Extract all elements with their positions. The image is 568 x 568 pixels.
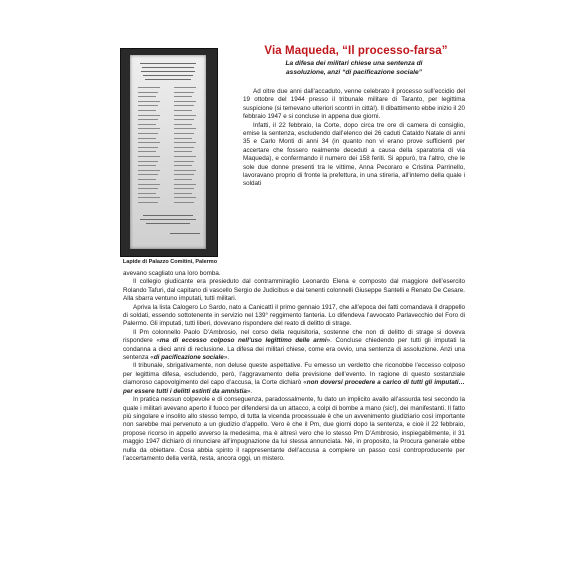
plaque-engraving bbox=[138, 124, 156, 125]
plaque-engraving bbox=[138, 105, 158, 106]
plaque-engraving bbox=[138, 170, 160, 171]
quote: di pacificazione sociale bbox=[153, 354, 224, 362]
article-subtitle bbox=[248, 60, 460, 77]
plaque-engraving bbox=[138, 179, 156, 180]
paragraph bbox=[123, 329, 465, 363]
full-width-text bbox=[123, 270, 465, 463]
plaque-engraving bbox=[138, 188, 158, 189]
plaque-engraving bbox=[174, 110, 192, 111]
plaque-engraving bbox=[174, 133, 194, 134]
paragraph bbox=[123, 362, 465, 396]
plaque-engraving bbox=[138, 147, 158, 148]
plaque-engraving bbox=[174, 124, 192, 125]
plaque-engraving bbox=[138, 96, 156, 97]
plaque-engraving bbox=[142, 67, 194, 68]
plaque-engraving bbox=[174, 170, 196, 171]
quote: ma di eccesso colposo nell’uso legittimo delle armi bbox=[159, 337, 327, 345]
photo-caption: Lapide di Palazzo Comitini, Palermo bbox=[122, 259, 218, 265]
text-span: ». bbox=[246, 387, 253, 395]
paragraph: avevano scagliato una loro bomba. bbox=[123, 270, 221, 277]
plaque-engraving bbox=[138, 115, 160, 116]
plaque-engraving bbox=[138, 156, 160, 157]
text-span: ». Concluse chiedendo per tutti gli imputati la condanna a dieci anni di reclusione. La difesa dei militari chiese, come era ovvio, una sentenza di assoluzione. Anzi una sentenza « bbox=[123, 337, 465, 362]
plaque-engraving bbox=[174, 128, 196, 129]
paragraph: Infatti, il 22 febbraio, la Corte, dopo circa tre ore di camera di consiglio, emise la sentenza, escludendo dall’elenco dei 26 caduti Cataldo Natale di anni 35 e Carlo Monti di anni 34 (in quanto non vi erano prove sufficienti per accertare che fossero realmente deceduti a causa della sparatoria di via Maqueda), e confermando il numero dei 158 feriti. Si appurò, tra l’altro, che le sole due donne presenti tra le vittime, Anna Pecoraro e Cristina Parrinello, lavoravano proprio di fronte la prefettura, in una stireria, all’interno della quale i soldati bbox=[243, 121, 465, 188]
plaque-engraving bbox=[174, 147, 194, 148]
plaque-engraving bbox=[174, 184, 196, 185]
plaque-engraving bbox=[174, 202, 194, 203]
quote: non doversi procedere a carico di tutti gli imputati… per essere tutti i delitti estinti da amnistia bbox=[123, 379, 465, 395]
plaque-engraving bbox=[170, 233, 200, 234]
plaque-engraving bbox=[174, 115, 196, 116]
plaque-engraving bbox=[143, 215, 193, 216]
plaque-engraving bbox=[138, 202, 158, 203]
plaque-engraving bbox=[138, 184, 160, 185]
plaque-engraving bbox=[140, 219, 196, 220]
plaque-engraving bbox=[146, 223, 190, 224]
plaque-engraving bbox=[174, 197, 196, 198]
paragraph: Ad oltre due anni dall’accaduto, venne celebrato il processo sull’eccidio del 19 ottobre del 1944 presso il tribunale militare di Taranto, per legittima suspicione (si temevano ulteriori scontri in città!). Il dibattimento ebbe inizio il 20 febbraio 1947 e si concluse in appena due giorni. bbox=[243, 88, 465, 121]
plaque-engraving bbox=[174, 105, 194, 106]
plaque-engraving bbox=[140, 63, 196, 64]
plaque-engraving bbox=[143, 75, 193, 76]
text-span: Il tribunale, sbrigativamente, non deluse queste aspettative. Fu emesso un verdetto che riconobbe l’eccesso colposo per legittima difesa, escludendo, però, l’aggravamento della previsione dell’evento. In ragione di questo sostanziale clamoroso capovolgimento del capo d’accusa, la Corte dichiarò « bbox=[123, 362, 465, 387]
right-column-text bbox=[243, 88, 465, 189]
paragraph: Il collegio giudicante era presieduto dal contrammiraglio Leonardo Elena e composto dal maggiore dell’esercito Rolando Tafuri, dal capitano di vascello Sergio de Judicibus e dai tenenti colonnelli Giuseppe Santelli e Renato De Cesare. Alla sbarra ventuno imputati, tutti militari. bbox=[123, 278, 465, 303]
plaque-engraving bbox=[174, 188, 194, 189]
plaque-engraving bbox=[138, 133, 158, 134]
plaque-engraving bbox=[138, 128, 160, 129]
plaque-engraving bbox=[138, 87, 160, 88]
paragraph: Apriva la lista Calogero Lo Sardo, nato a Canicattì il primo gennaio 1917, che all’epoca dei fatti comandava il drappello di soldati, essendo sottotenente in servizio nel 139° reggimento fanteria. Lo difendeva l’avvocato Parlavecchio del Foro di Palermo. Gli imputati, tutti liberi, dovevano rispondere del reato di delitto di strage. bbox=[123, 303, 465, 328]
plaque-engraving bbox=[174, 96, 192, 97]
text-span: ». bbox=[223, 354, 230, 362]
plaque-engraving bbox=[138, 165, 156, 166]
plaque-engraving bbox=[174, 92, 194, 93]
plaque-engraving bbox=[138, 174, 158, 175]
plaque-engraving bbox=[138, 197, 160, 198]
plaque-engraving bbox=[174, 119, 194, 120]
plaque-engraving bbox=[138, 101, 160, 102]
text-span: Il Pm colonnello Paolo D’Ambrosio, nel corso della requisitoria, sostenne che non di delitto di strage si doveva rispondere « bbox=[123, 328, 465, 345]
plaque-engraving bbox=[174, 165, 192, 166]
plaque-engraving bbox=[174, 179, 192, 180]
plaque-engraving bbox=[174, 156, 196, 157]
plaque-engraving bbox=[138, 142, 160, 143]
plaque-engraving bbox=[138, 138, 156, 139]
memorial-plaque bbox=[130, 55, 206, 249]
plaque-engraving bbox=[174, 101, 196, 102]
subtitle-line: La difesa dei militari chiese una sentenza di bbox=[285, 60, 423, 67]
article-title: Via Maqueda, “Il processo-farsa” bbox=[264, 45, 448, 57]
plaque-engraving bbox=[174, 142, 196, 143]
plaque-engraving bbox=[138, 151, 156, 152]
plaque-engraving bbox=[138, 193, 156, 194]
plaque-engraving bbox=[174, 174, 194, 175]
plaque-engraving bbox=[145, 79, 191, 80]
paragraph: In pratica nessun colpevole e di conseguenza, paradossalmente, fu dato un implicito avallo all’assurda tesi secondo la quale i militari avevano aperto il fuoco per difendersi da un attacco, a colpi di bombe a mano (sic!), dei manifestanti. Il fatto più singolare e insolito allo stesso tempo, di tutta la vicenda processuale è che un avvenimento giudiziario così importante non sarebbe mai pervenuto a un giudizio d’appello. Vero è che il Pm, due giorni dopo la sentenza, e cioè il 22 febbraio, propose ricorso in appello avverso la medesima, ma è altresì vero che lo stesso Pm D’Ambrosio, inspiegabilmente, il 31 maggio 1947 dichiarò di rinunciare all’impugnazione da lui stessa annunciata. Né, in proposito, la Procura generale ebbe nulla da obiettare. Cosa abbia spinto il rappresentante dell’accusa a compiere un passo così controproducente per l’accertamento della verità, resta, ancora oggi, un mistero. bbox=[123, 396, 465, 462]
plaque-engraving bbox=[138, 110, 156, 111]
plaque-engraving bbox=[138, 92, 158, 93]
plaque-photo bbox=[120, 48, 218, 257]
plaque-engraving bbox=[174, 151, 192, 152]
plaque-engraving bbox=[174, 138, 192, 139]
plaque-engraving bbox=[174, 87, 196, 88]
plaque-engraving bbox=[174, 193, 192, 194]
plaque-engraving bbox=[141, 71, 195, 72]
subtitle-line: assoluzione, anzi “di pacificazione sociale” bbox=[286, 68, 422, 76]
plaque-engraving bbox=[174, 161, 194, 162]
plaque-engraving bbox=[138, 119, 158, 120]
plaque-engraving bbox=[138, 161, 158, 162]
